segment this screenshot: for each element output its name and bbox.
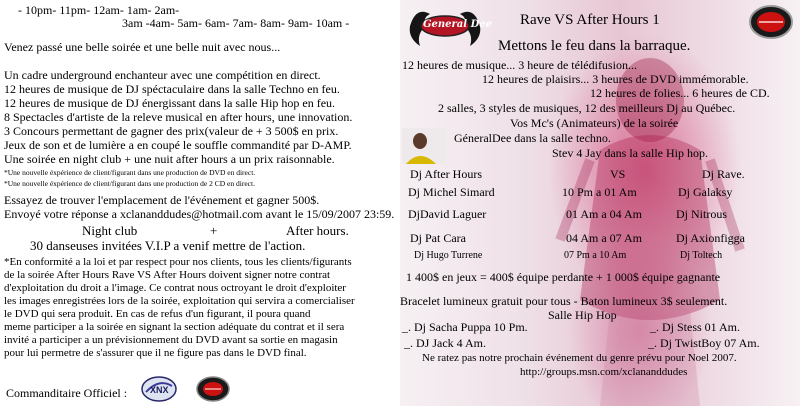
hiphop-right-dj: _. Dj TwistBoy 07 Am.: [648, 336, 760, 350]
salle-hiphop-title: Salle Hip Hop: [548, 308, 617, 322]
para-line: 8 Spectacles d'artiste de la releve musical en after hours, une innovation.: [4, 110, 353, 124]
lineup-right-dj: Dj Toltech: [680, 250, 723, 261]
legal-line: les images enregistrées lors de la soirée, exploitation qui servira a comercialiser: [4, 295, 355, 307]
para-line: 12 heures de musique de DJ énergissant dans la salle Hip hop en feu.: [4, 96, 336, 110]
lineup-time: 07 Pm a 10 Am: [564, 250, 627, 261]
small-note: *Une nouvelle éxpérience de client/figurant dans une production de 2 CD en direct.: [4, 179, 255, 188]
lineup-header-vs: VS: [610, 167, 626, 181]
legal-line: de la soirée After Hours Rave VS After Hours doivent signer notre contrat: [4, 269, 331, 281]
legal-line: invité a participer a un prévisionnement du DVD avant sa sortie en magasin: [4, 334, 338, 346]
legal-line: pour lui permetre de s'assurer que il ne figure pas dans le DVD final.: [4, 347, 307, 359]
lineup-header-left: Dj After Hours: [410, 167, 482, 181]
sponsor-label: Commanditaire Officiel :: [6, 386, 128, 400]
lineup-right-dj: Dj Axionfigga: [676, 231, 745, 245]
hiphop-left-dj: _. DJ Jack 4 Am.: [404, 336, 486, 350]
envoyez-text: Envoyé votre réponse a xclananddudes@hotmail.com avant le 15/09/2007 23:59.: [4, 207, 395, 221]
legal-line: *En conformité a la loi et par respect pour nos clients, tous les clients/figurants: [4, 256, 352, 268]
headline: Mettons le feu dans la barraque.: [498, 38, 691, 54]
bracelet-line: Bracelet lumineux gratuit pour tous - Baton lumineux 3$ seulement.: [400, 294, 728, 308]
lineup-left-dj: Dj Michel Simard: [408, 185, 495, 199]
info-line: Vos Mc's (Animateurs) de la soirée: [510, 116, 679, 130]
hiphop-right-dj: _. Dj Stess 01 Am.: [650, 320, 741, 334]
right-panel: [400, 0, 800, 406]
logo-text: General Dee: [423, 19, 492, 30]
plus-sign: +: [210, 223, 218, 238]
mc-portrait: [402, 128, 446, 164]
intro-text: Venez passé une belle soirée et une belle nuit avec nous...: [4, 40, 281, 54]
time-line-2: 3am -4am- 5am- 6am- 7am- 8am- 9am- 10am -: [122, 16, 350, 30]
after-hours-label: After hours.: [286, 223, 349, 238]
sponsor-logo-xclan: [196, 376, 230, 402]
legal-line: meme participer a la soirée en signant la section adéquate du contrat et il sera: [4, 321, 345, 333]
legal-line: d'exploitation du droit a l'image. Ce contrat nous octroyant le droit d'exploiter: [4, 282, 346, 294]
footer-note: Ne ratez pas notre prochain événement du genre prévu pour Noel 2007.: [422, 352, 737, 364]
sponsor-logo-xnx: [140, 374, 178, 404]
general-dee-logo: [406, 4, 492, 48]
legal-line: le DVD qui sera produit. En cas de refus d'un figurant, il poura quand: [4, 308, 311, 320]
info-line: 12 heures de folies... 6 heures de CD.: [590, 86, 770, 100]
essayez-text: Essayez de trouver l'emplacement de l'événement et gagner 500$.: [4, 193, 320, 207]
lineup-right-dj: Dj Galaksy: [678, 185, 733, 199]
hiphop-left-dj: _. Dj Sacha Puppa 10 Pm.: [402, 320, 528, 334]
danseuses-text: 30 danseuses invitées V.I.P a venif mettre de l'action.: [30, 238, 306, 253]
lineup-time: 04 Am a 07 Am: [566, 231, 643, 245]
lineup-left-dj: DjDavid Laguer: [408, 207, 487, 221]
night-club-label: Night club: [82, 223, 138, 238]
prize-line: 1 400$ en jeux = 400$ équipe perdante + 1 000$ équipe gagnante: [406, 270, 721, 284]
para-line: Un cadre underground enchanteur avec une compétition en direct.: [4, 68, 321, 82]
info-line: 12 heures de musique... 3 heure de télédifusion...: [402, 58, 637, 72]
group-url[interactable]: http://groups.msn.com/xclananddudes: [520, 366, 688, 378]
small-note: *Une nouvelle éxpérience de client/figurant dans une production de DVD en direct.: [4, 168, 256, 177]
para-line: Jeux de son et de lumière a en coupé le souffle commandité par D-AMP.: [4, 138, 352, 152]
info-line: 2 salles, 3 styles de musiques, 12 des meilleurs Dj au Québec.: [438, 101, 736, 115]
lineup-left-dj: Dj Pat Cara: [410, 231, 466, 245]
para-line: 12 heures de musique de DJ spéctaculaire dans la salle Techno en feu.: [4, 82, 340, 96]
lineup-time: 10 Pm a 01 Am: [562, 185, 637, 199]
time-line-1: - 10pm- 11pm- 12am- 1am- 2am-: [18, 3, 180, 17]
info-line: Stev 4 Jay dans la salle Hip hop.: [552, 146, 708, 160]
lineup-right-dj: Dj Nitrous: [676, 207, 727, 221]
info-line: GéneralDee dans la salle techno.: [454, 131, 611, 145]
info-line: 12 heures de plaisirs... 3 heures de DVD immémorable.: [482, 72, 749, 86]
lineup-time: 01 Am a 04 Am: [566, 207, 643, 221]
para-line: 3 Concours permettant de gagner des prix(valeur de + 3 500$ en prix.: [4, 124, 339, 138]
para-line: Une soirée en night club + une nuit after hours a un prix raisonnable.: [4, 152, 335, 166]
lineup-header-right: Dj Rave.: [702, 167, 745, 181]
xclan-logo: [748, 4, 794, 40]
event-title: Rave VS After Hours 1: [520, 12, 660, 28]
lineup-left-dj: Dj Hugo Turrene: [414, 250, 483, 261]
svg-text:XNX: XNX: [150, 385, 169, 395]
